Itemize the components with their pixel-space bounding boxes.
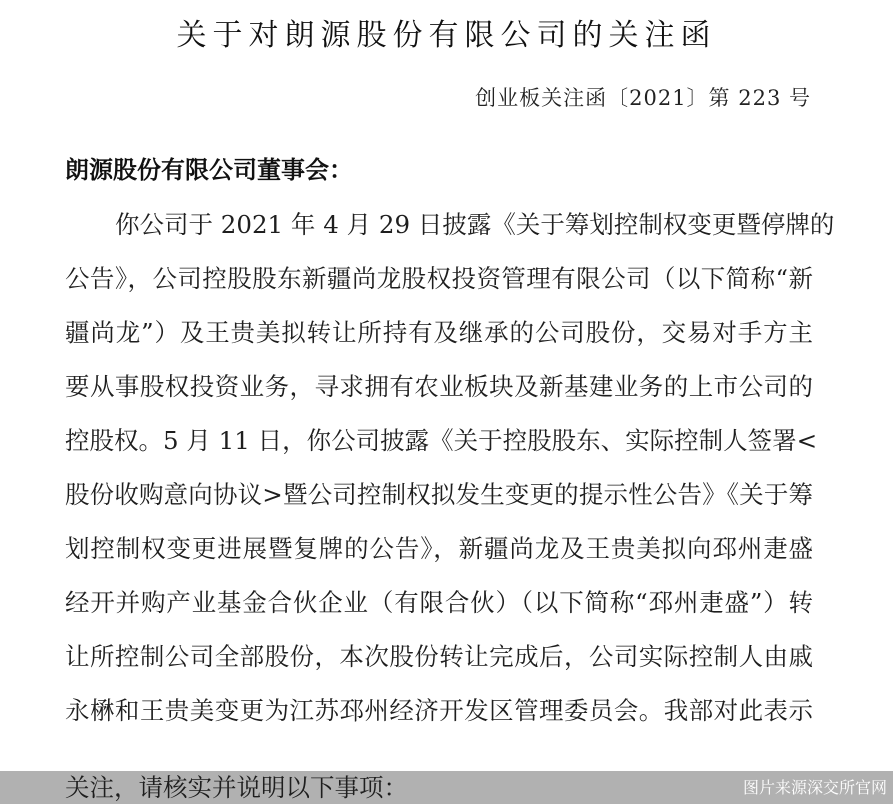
body-line: 让所控制公司全部股份，本次股份转让完成后，公司实际控制人由戚 xyxy=(65,642,813,671)
salutation: 朗源股份有限公司董事会： xyxy=(65,156,353,184)
body-line: 你公司于 2021 年 4 月 29 日披露《关于筹划控制权变更暨停牌的 xyxy=(115,210,835,239)
body-line: 股份收购意向协议>暨公司控制权拟发生变更的提示性公告》《关于筹 xyxy=(65,480,813,509)
body-line: 要从事股权投资业务，寻求拥有农业板块及新基建业务的上市公司的 xyxy=(65,372,813,401)
body-line: 疆尚龙”）及王贵美拟转让所持有及继承的公司股份，交易对手方主 xyxy=(65,318,813,347)
body-line: 公告》，公司控股股东新疆尚龙股权投资管理有限公司（以下简称“新 xyxy=(65,264,813,293)
body-line-last: 关注，请核实并说明以下事项： xyxy=(65,773,408,802)
document-number: 创业板关注函〔2021〕第 223 号 xyxy=(475,86,811,110)
body-paragraph xyxy=(65,205,835,745)
document-title: 关于对朗源股份有限公司的关注函 xyxy=(176,18,717,53)
source-watermark: 图片来源深交所官网 xyxy=(742,778,887,797)
body-line: 划控制权变更进展暨复牌的公告》，新疆尚龙及王贵美拟向邳州疌盛 xyxy=(65,534,813,563)
body-line: 永楙和王贵美变更为江苏邳州经济开发区管理委员会。我部对此表示 xyxy=(65,696,813,725)
body-line: 控股权。5 月 11 日，你公司披露《关于控股股东、实际控制人签署< xyxy=(65,426,818,455)
body-line: 经开并购产业基金合伙企业（有限合伙）（以下简称“邳州疌盛”）转 xyxy=(65,588,813,617)
